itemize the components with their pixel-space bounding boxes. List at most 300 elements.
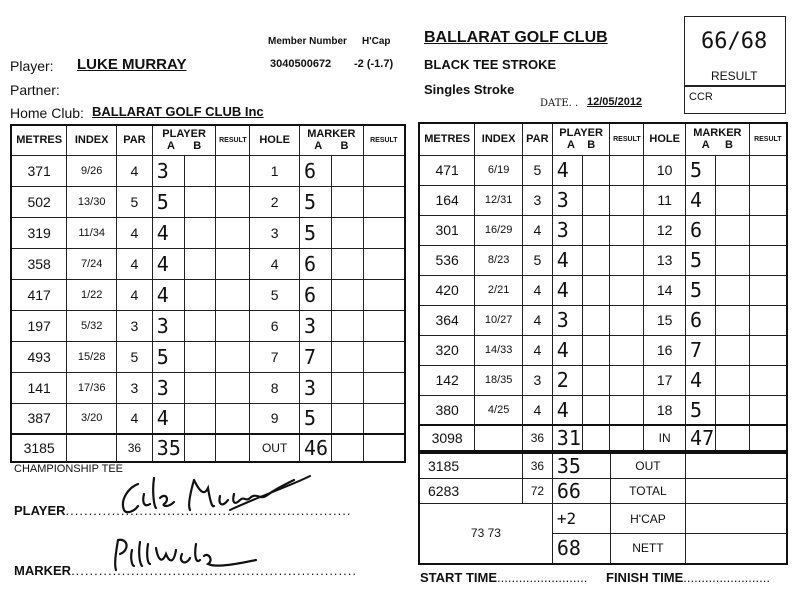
date-value: 12/05/2012 [587,96,643,108]
par-cell: 4 [522,275,552,305]
summary-hcap-row [419,504,787,534]
hole-number: 9 [250,403,300,434]
club-name: BALLARAT GOLF CLUB [424,29,608,46]
player-score-a: 4 [552,155,582,185]
marker-header [299,125,363,155]
marker-score-b [331,279,363,310]
metres-cell: 417 [11,279,67,310]
index-cell: 4/25 [475,395,523,425]
hole-number: 4 [250,248,300,279]
player-name: LUKE MURRAY [77,56,187,73]
marker-score-b [716,245,750,275]
marker-result-cell [363,341,405,372]
marker-header-label: MARKER [693,127,742,140]
marker-score-a: 5 [686,245,716,275]
metres-cell: 536 [419,245,475,275]
result-cell [610,305,644,335]
marker-score-b [331,341,363,372]
nett-label: NETT [610,534,686,564]
player-score-b [582,275,610,305]
total-index [475,425,523,451]
marker-score-a: 3 [299,310,331,341]
par-header: PAR [117,125,153,155]
marker-result-header: RESULT [749,123,787,155]
player-header [552,123,610,155]
marker-score-b [331,372,363,403]
player-score-a: 4 [552,335,582,365]
hole-row [11,341,405,372]
hcap-value: -2 (-1.7) [354,58,394,70]
marker-score-b [331,186,363,217]
player-score-b [184,186,216,217]
hole-number: 1 [250,155,300,186]
result-label: RESULT [711,69,758,83]
hole-number: 8 [250,372,300,403]
marker-score-a: 7 [686,335,716,365]
player-score-b [582,215,610,245]
result-cell [610,365,644,395]
marker-score-a: 5 [686,395,716,425]
metres-cell: 197 [11,310,67,341]
back-nine-table [418,122,788,452]
finish-time-field: FINISH TIME........................ [606,570,770,585]
metres-cell: 387 [11,403,67,434]
total-label: TOTAL [610,479,686,504]
total-marker-result [363,434,405,462]
index-header: INDEX [475,123,523,155]
player-header-label: PLAYER [162,128,206,141]
home-club: BALLARAT GOLF CLUB Inc [92,104,264,119]
total-marker-cell [686,479,787,504]
player-score-b [184,310,216,341]
par-cell: 4 [522,215,552,245]
player-score-a: 5 [152,341,184,372]
metres-cell: 380 [419,395,475,425]
index-cell: 16/29 [475,215,523,245]
metres-cell: 493 [11,341,67,372]
total-label: OUT [250,434,300,462]
total-marker-score: 46 [299,434,331,462]
index-cell: 10/27 [475,305,523,335]
marker-score-a: 5 [299,186,331,217]
player-score-b [184,155,216,186]
player-score-a: 4 [552,275,582,305]
marker-result-cell [749,245,787,275]
player-header-label: PLAYER [559,127,603,140]
start-time-label: START TIME [420,570,498,585]
index-cell: 14/33 [475,335,523,365]
player-header [152,125,216,155]
par-cell: 3 [522,365,552,395]
player-signature [110,466,320,518]
out-player-score: 35 [552,453,610,479]
player-score-b [184,372,216,403]
front-nine-table [10,124,406,463]
marker-result-cell [363,248,405,279]
index-cell: 6/19 [475,155,523,185]
index-cell: 13/30 [67,186,117,217]
marker-result-cell [363,279,405,310]
hole-number: 2 [250,186,300,217]
player-score-a: 3 [152,372,184,403]
player-score-a: 2 [552,365,582,395]
result-header: RESULT [610,123,644,155]
player-score-a: 3 [552,185,582,215]
total-marker-score: 47 [686,425,716,451]
marker-score-a: 6 [299,248,331,279]
championship-tee-label: CHAMPIONSHIP TEE [14,463,124,475]
marker-result-cell [363,372,405,403]
total-marker-result [749,425,787,451]
marker-score-a: 5 [299,217,331,248]
par-cell: 3 [117,310,153,341]
player-b-label: B [193,140,202,153]
index-header: INDEX [67,125,117,155]
hole-row [419,335,787,365]
player-score-a: 4 [152,279,184,310]
index-cell: 8/23 [475,245,523,275]
hole-number: 7 [250,341,300,372]
hole-row [419,215,787,245]
hole-row [419,245,787,275]
hole-number: 14 [644,275,686,305]
marker-signature-label: MARKER.............................................................. [14,563,357,578]
nett-player-score: 68 [552,534,610,564]
player-score-a: 3 [552,305,582,335]
total-player-score: 31 [552,425,582,451]
player-score-a: 4 [552,395,582,425]
hole-number: 18 [644,395,686,425]
marker-score-b [716,215,750,245]
marker-header-label: MARKER [307,128,356,141]
marker-score-a: 7 [299,341,331,372]
total-player-score: 66 [552,479,610,504]
out-marker-cell [686,453,787,479]
marker-result-cell [749,305,787,335]
metres-cell: 319 [11,217,67,248]
par-cell: 5 [117,186,153,217]
metres-cell: 142 [419,365,475,395]
hole-row [11,403,405,434]
player-sign-text: PLAYER [14,503,66,518]
player-score-a: 3 [552,215,582,245]
total-par: 36 [117,434,153,462]
index-cell: 18/35 [475,365,523,395]
metres-cell: 364 [419,305,475,335]
marker-result-cell [363,310,405,341]
marker-score-b [716,305,750,335]
date-label: DATE. . [540,98,579,109]
result-cell [216,248,250,279]
total-label: IN [644,425,686,451]
marker-result-cell [749,215,787,245]
total-marker-b [331,434,363,462]
hole-number: 10 [644,155,686,185]
marker-result-cell [749,335,787,365]
player-score-b [582,365,610,395]
metres-header: METRES [419,123,475,155]
hole-number: 11 [644,185,686,215]
hole-row [11,310,405,341]
hole-row [419,155,787,185]
player-score-a: 4 [152,248,184,279]
marker-result-cell [749,395,787,425]
par-cell: 5 [522,245,552,275]
result-cell [216,279,250,310]
marker-score-a: 5 [686,155,716,185]
total-row [11,434,405,462]
marker-a-label: A [314,140,323,153]
result-cell [216,186,250,217]
result-cell [216,310,250,341]
marker-score-b [716,155,750,185]
marker-score-b [331,403,363,434]
player-score-b [582,335,610,365]
marker-signature [96,530,266,578]
marker-score-a: 6 [686,305,716,335]
player-score-a: 4 [152,403,184,434]
marker-sign-text: MARKER [14,563,72,578]
out-par: 36 [522,453,552,479]
par-cell: 4 [522,305,552,335]
total-metres: 3185 [11,434,67,462]
total-player-b [184,434,216,462]
player-score-b [582,305,610,335]
result-cell [610,185,644,215]
hole-row [11,217,405,248]
par-cell: 3 [117,372,153,403]
finish-time-label: FINISH TIME [606,570,684,585]
hcap-row-label: H'CAP [610,504,686,534]
marker-b-label: B [340,140,349,153]
total-player-b [582,425,610,451]
par-cell: 5 [117,341,153,372]
par-cell: 5 [522,155,552,185]
hole-row [11,248,405,279]
ccr-label: CCR [689,91,713,103]
metres-cell: 301 [419,215,475,245]
hole-number: 13 [644,245,686,275]
marker-result-cell [749,185,787,215]
result-score: 66/68 [701,29,768,54]
player-score-b [582,395,610,425]
marker-score-a: 4 [686,185,716,215]
marker-score-a: 6 [299,279,331,310]
front-header-row [11,125,405,155]
marker-result-cell [749,155,787,185]
metres-cell: 320 [419,335,475,365]
member-number: 3040500672 [270,58,332,70]
player-label: Player: [10,58,54,74]
index-cell: 5/32 [67,310,117,341]
metres-cell: 420 [419,275,475,305]
result-cell [610,275,644,305]
metres-cell: 164 [419,185,475,215]
hole-number: 6 [250,310,300,341]
player-score-b [184,341,216,372]
total-result [610,425,644,451]
marker-score-a: 5 [299,403,331,434]
result-cell [216,403,250,434]
marker-result-cell [363,403,405,434]
total-par: 36 [522,425,552,451]
par-cell: 4 [522,335,552,365]
marker-result-cell [749,365,787,395]
marker-score-b [331,248,363,279]
marker-header [686,123,750,155]
index-cell: 9/26 [67,155,117,186]
player-score-b [582,245,610,275]
par-cell: 3 [522,185,552,215]
marker-score-b [716,185,750,215]
marker-score-a: 4 [686,365,716,395]
index-cell: 3/20 [67,403,117,434]
result-cell [610,395,644,425]
marker-score-a: 5 [686,275,716,305]
total-index [67,434,117,462]
summary-out-row [419,453,787,479]
player-score-a: 3 [152,155,184,186]
hcap-label: H'Cap [362,36,391,47]
total-metres: 6283 [419,479,522,504]
index-cell: 7/24 [67,248,117,279]
player-score-b [184,403,216,434]
ccr-box [684,86,786,114]
partner-label: Partner: [10,82,60,98]
marker-result-cell [363,186,405,217]
marker-score-b [716,365,750,395]
par-cell: 4 [117,279,153,310]
marker-score-b [331,155,363,186]
index-cell: 15/28 [67,341,117,372]
marker-score-b [716,275,750,305]
result-header: RESULT [216,125,250,155]
hole-row [419,275,787,305]
player-score-b [184,217,216,248]
hole-header: HOLE [644,123,686,155]
marker-score-a: 6 [299,155,331,186]
back-header-row [419,123,787,155]
metres-cell: 141 [11,372,67,403]
member-number-label: Member Number [268,36,347,47]
par-header: PAR [522,123,552,155]
marker-score-a: 3 [299,372,331,403]
hole-row [419,395,787,425]
player-score-b [184,248,216,279]
marker-result-cell [749,275,787,305]
player-signature-label: PLAYER.............................................................. [14,503,352,518]
result-cell [216,217,250,248]
index-cell: 11/34 [67,217,117,248]
metres-cell: 471 [419,155,475,185]
marker-score-b [331,310,363,341]
hole-row [419,365,787,395]
course-ratings: 73 73 [419,504,552,564]
par-cell: 4 [117,248,153,279]
marker-a-label: A [701,139,710,152]
hole-header: HOLE [250,125,300,155]
marker-score-b [716,395,750,425]
player-b-label: B [587,139,596,152]
hcap-marker-cell [686,504,787,534]
hole-number: 16 [644,335,686,365]
nett-marker-cell [686,534,787,564]
marker-b-label: B [724,139,733,152]
par-cell: 4 [522,395,552,425]
hole-number: 5 [250,279,300,310]
marker-score-b [716,335,750,365]
result-box [684,16,786,86]
result-cell [610,245,644,275]
par-cell: 4 [117,217,153,248]
marker-result-header: RESULT [363,125,405,155]
metres-header: METRES [11,125,67,155]
result-cell [216,341,250,372]
marker-score-a: 6 [686,215,716,245]
result-cell [216,155,250,186]
marker-score-b [331,217,363,248]
result-cell [610,155,644,185]
hole-number: 17 [644,365,686,395]
out-metres: 3185 [419,453,522,479]
hole-number: 3 [250,217,300,248]
player-score-b [582,185,610,215]
out-label: OUT [610,453,686,479]
total-row [419,425,787,451]
total-player-score: 35 [152,434,184,462]
competition-name: Singles Stroke [424,82,515,97]
index-cell: 2/21 [475,275,523,305]
result-cell [610,215,644,245]
par-cell: 4 [117,155,153,186]
hole-row [11,372,405,403]
index-cell: 1/22 [67,279,117,310]
metres-cell: 371 [11,155,67,186]
total-metres: 3098 [419,425,475,451]
player-score-b [184,279,216,310]
index-cell: 12/31 [475,185,523,215]
hole-row [11,279,405,310]
hole-row [419,305,787,335]
marker-result-cell [363,217,405,248]
par-cell: 4 [117,403,153,434]
player-score-a: 4 [152,217,184,248]
player-score-a: 5 [152,186,184,217]
total-result [216,434,250,462]
player-a-label: A [166,140,175,153]
result-cell [610,335,644,365]
player-score-b [582,155,610,185]
hole-number: 12 [644,215,686,245]
hole-row [11,155,405,186]
total-par: 72 [522,479,552,504]
player-score-a: 3 [152,310,184,341]
hcap-player-value: +2 [552,504,610,534]
player-a-label: A [567,139,575,152]
marker-result-cell [363,155,405,186]
index-cell: 17/36 [67,372,117,403]
player-score-a: 4 [552,245,582,275]
hole-row [11,186,405,217]
home-club-label: Home Club: [10,105,84,121]
metres-cell: 502 [11,186,67,217]
summary-table [418,452,788,565]
result-cell [216,372,250,403]
metres-cell: 358 [11,248,67,279]
start-time-field: START TIME......................... [420,570,588,585]
hole-number: 15 [644,305,686,335]
total-marker-b [716,425,750,451]
